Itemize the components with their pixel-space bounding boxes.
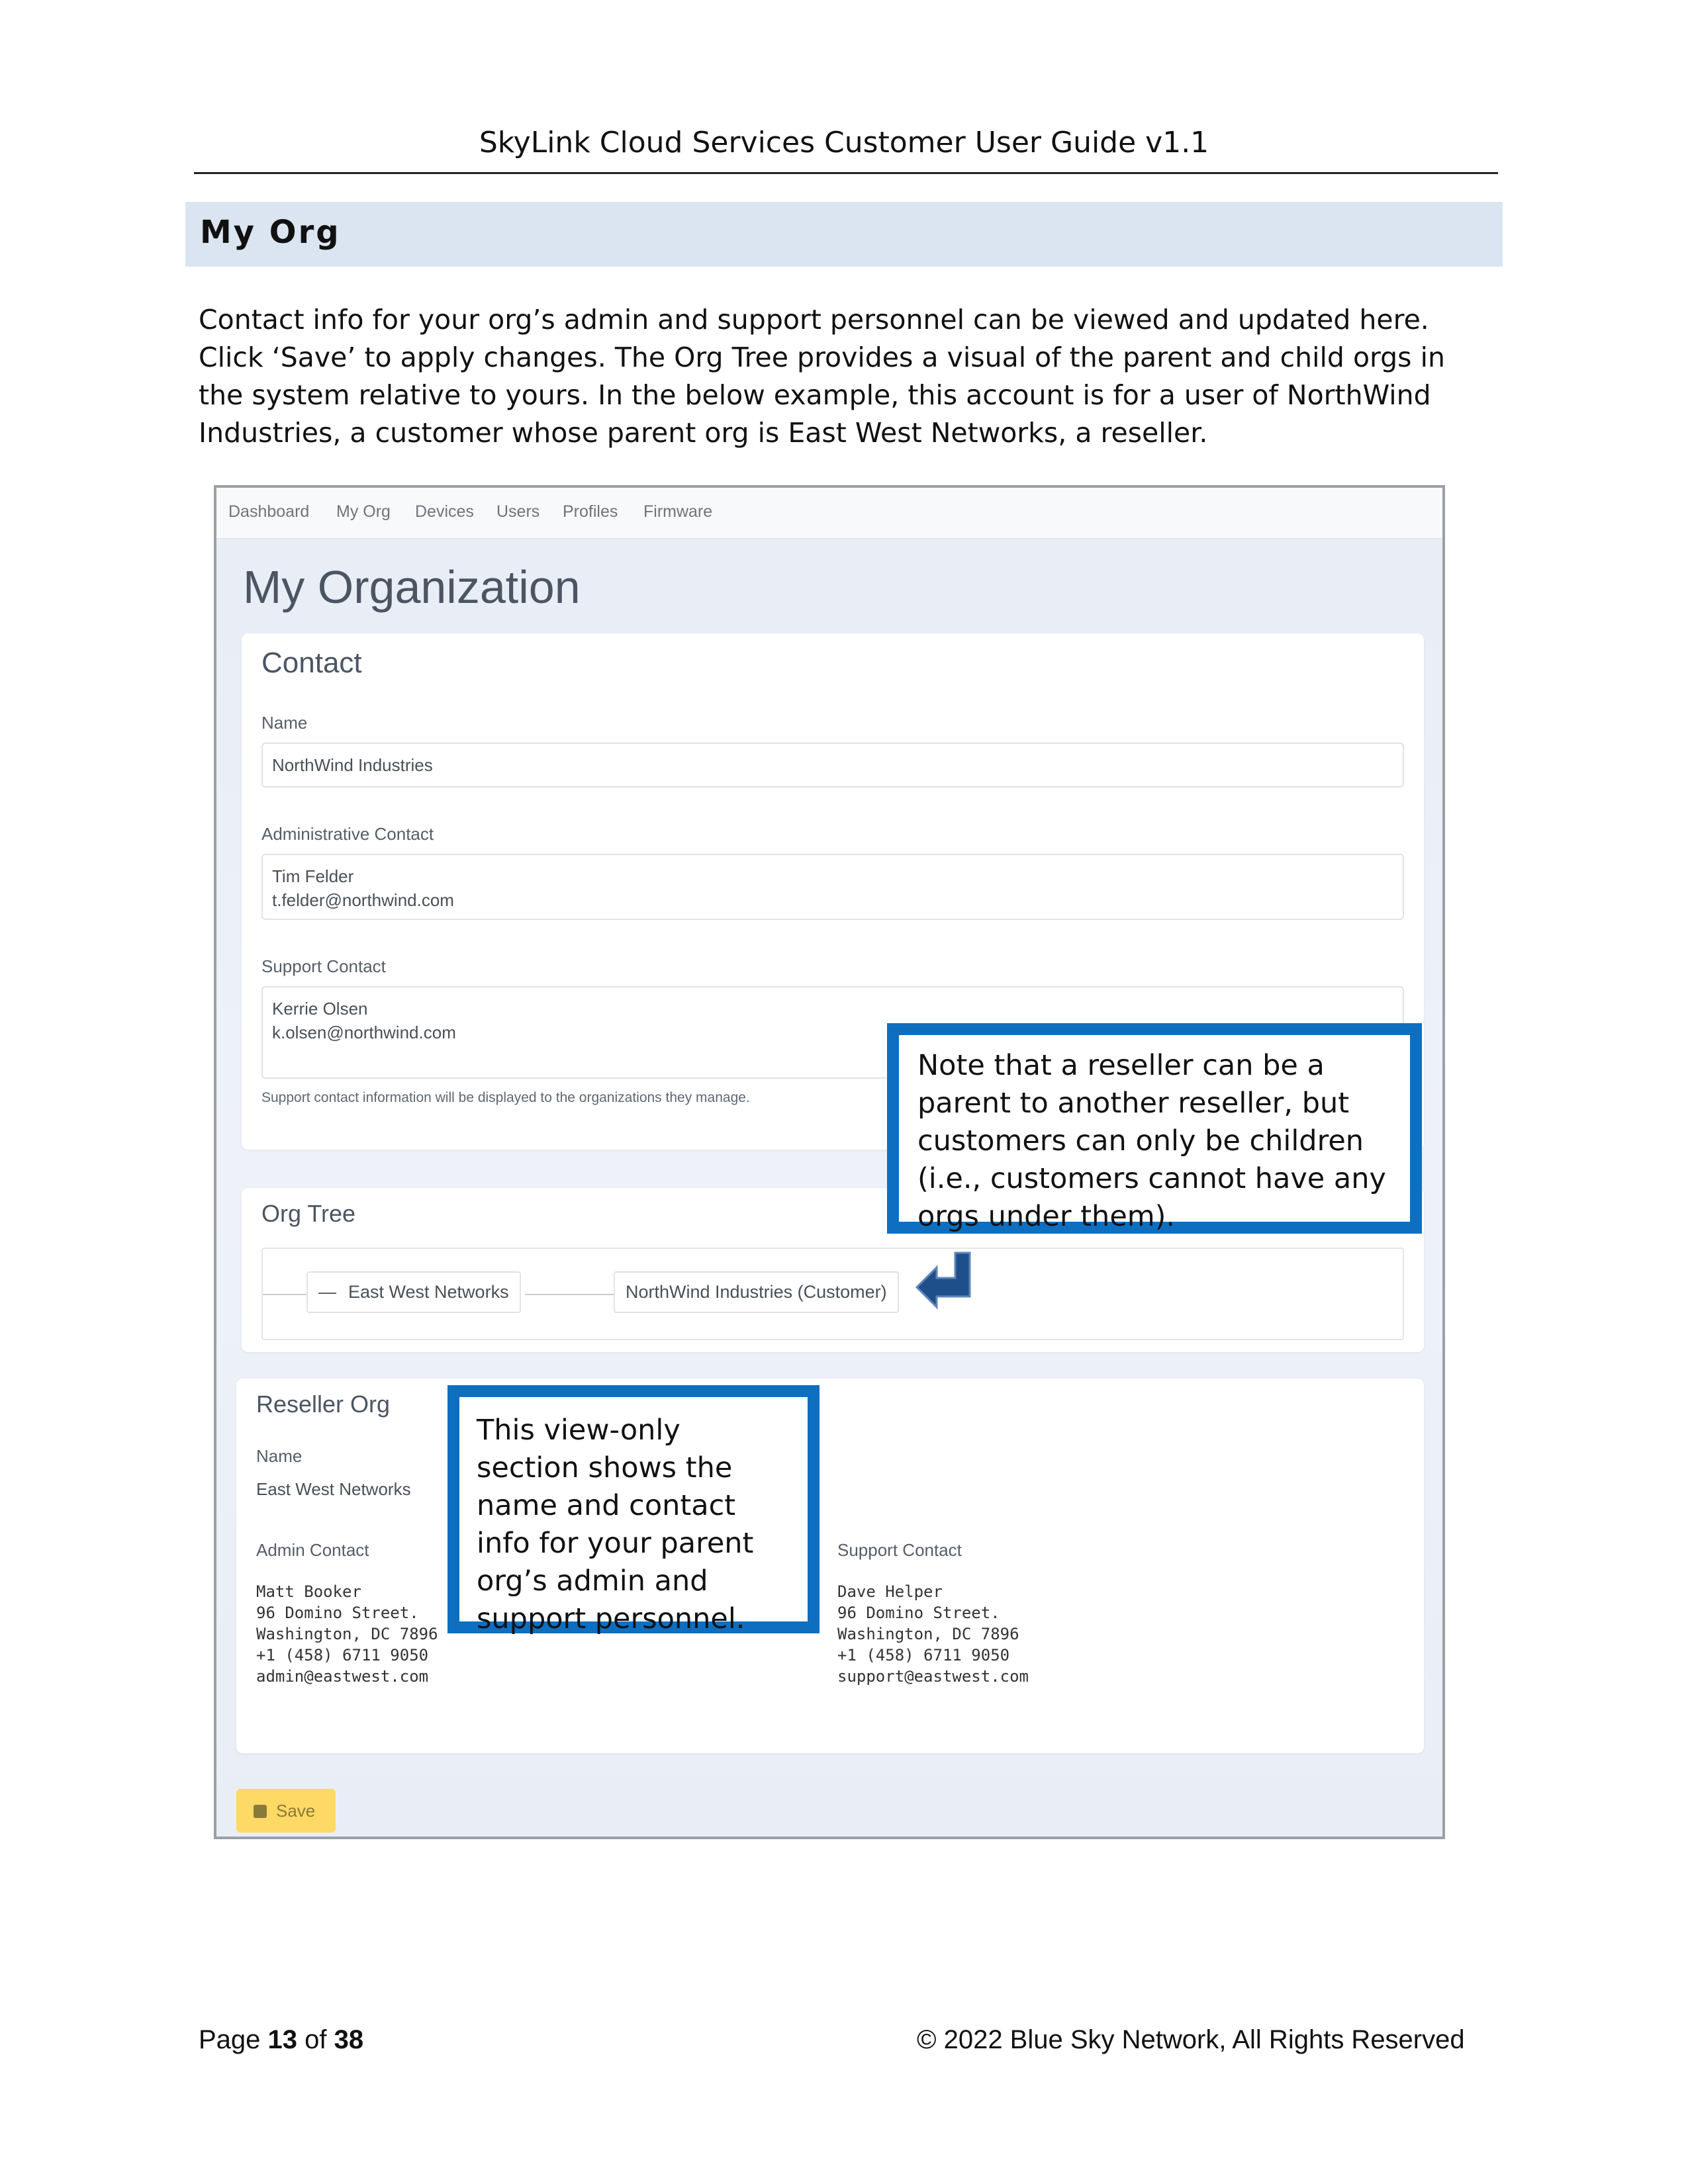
support-contact-hint: Support contact information will be displayed to the organizations they manage. (261, 1090, 750, 1105)
reseller-note-callout: Note that a reseller can be a parent to another reseller, but customers can only be children (i.e., customers cannot have any orgs under them). (887, 1023, 1422, 1234)
header-divider (194, 172, 1498, 174)
return-arrow-icon (914, 1250, 975, 1311)
document-header-title: SkyLink Cloud Services Customer User Guide v1.1 (479, 126, 1209, 159)
nav-profiles[interactable]: Profiles (563, 502, 618, 521)
tree-node-child-label: NorthWind Industries (Customer) (626, 1282, 887, 1302)
reseller-support-details: Dave Helper 96 Domino Street. Washington, DC 7896 +1 (458) 6711 9050 support@eastwest.com (837, 1582, 1029, 1686)
tree-node-parent-label: East West Networks (348, 1282, 509, 1302)
save-button-label: Save (276, 1801, 316, 1821)
copyright-notice: © 2022 Blue Sky Network, All Rights Reserved (917, 2025, 1465, 2054)
page-total: 38 (334, 2025, 364, 2054)
section-title: My Org (200, 214, 341, 251)
org-tree-container (261, 1248, 1404, 1340)
nav-my-org[interactable]: My Org (336, 502, 391, 521)
reseller-org-card (236, 1379, 1424, 1753)
tree-connector-left (263, 1294, 306, 1295)
save-button[interactable] (236, 1789, 336, 1833)
tree-connector-middle (525, 1294, 614, 1295)
tree-node-child[interactable] (614, 1271, 899, 1313)
page-prefix: Page (199, 2025, 261, 2054)
support-contact-textarea[interactable]: Kerrie Olsen k.olsen@northwind.com (261, 986, 1404, 1079)
page-title: My Organization (243, 561, 581, 613)
name-label: Name (261, 713, 308, 733)
reseller-name-label: Name (256, 1446, 303, 1466)
view-only-note-callout: This view-only section shows the name and contact info for your parent org’s admin and support personnel. (447, 1385, 820, 1633)
name-input[interactable]: NorthWind Industries (261, 743, 1404, 788)
nav-users[interactable]: Users (496, 502, 540, 521)
org-tree-title: Org Tree (261, 1200, 356, 1227)
reseller-org-title: Reseller Org (256, 1390, 391, 1418)
reseller-support-label: Support Contact (837, 1540, 962, 1560)
tree-node-parent[interactable] (306, 1271, 521, 1313)
reseller-admin-details: Matt Booker 96 Domino Street. Washington, DC 7896 +1 (458) 6711 9050 admin@eastwest.com (256, 1582, 438, 1686)
page-number (199, 2025, 363, 2055)
section-heading-band (185, 202, 1503, 267)
nav-devices[interactable]: Devices (415, 502, 474, 521)
contact-card-title: Contact (261, 647, 362, 679)
page-current: 13 (267, 2025, 298, 2054)
save-icon (254, 1805, 267, 1818)
collapse-icon[interactable]: — (318, 1282, 336, 1302)
page-of: of (305, 2025, 327, 2054)
intro-paragraph: Contact info for your org’s admin and support personnel can be viewed and updated here. Click ‘Save’ to apply changes. The Org Tree provides a visual of the parent and child orgs in the system relative to yours. In the below example, this account is for a user of NorthWind Industries, a customer whose parent org is East West Networks, a reseller. (199, 304, 1445, 449)
admin-contact-textarea[interactable]: Tim Felder t.felder@northwind.com (261, 854, 1404, 920)
admin-contact-label: Administrative Contact (261, 824, 434, 844)
top-navigation (216, 488, 1442, 539)
support-contact-label: Support Contact (261, 956, 386, 976)
reseller-name-value: East West Networks (256, 1479, 411, 1499)
nav-dashboard[interactable]: Dashboard (228, 502, 310, 521)
reseller-admin-label: Admin Contact (256, 1540, 369, 1560)
nav-firmware[interactable]: Firmware (643, 502, 713, 521)
